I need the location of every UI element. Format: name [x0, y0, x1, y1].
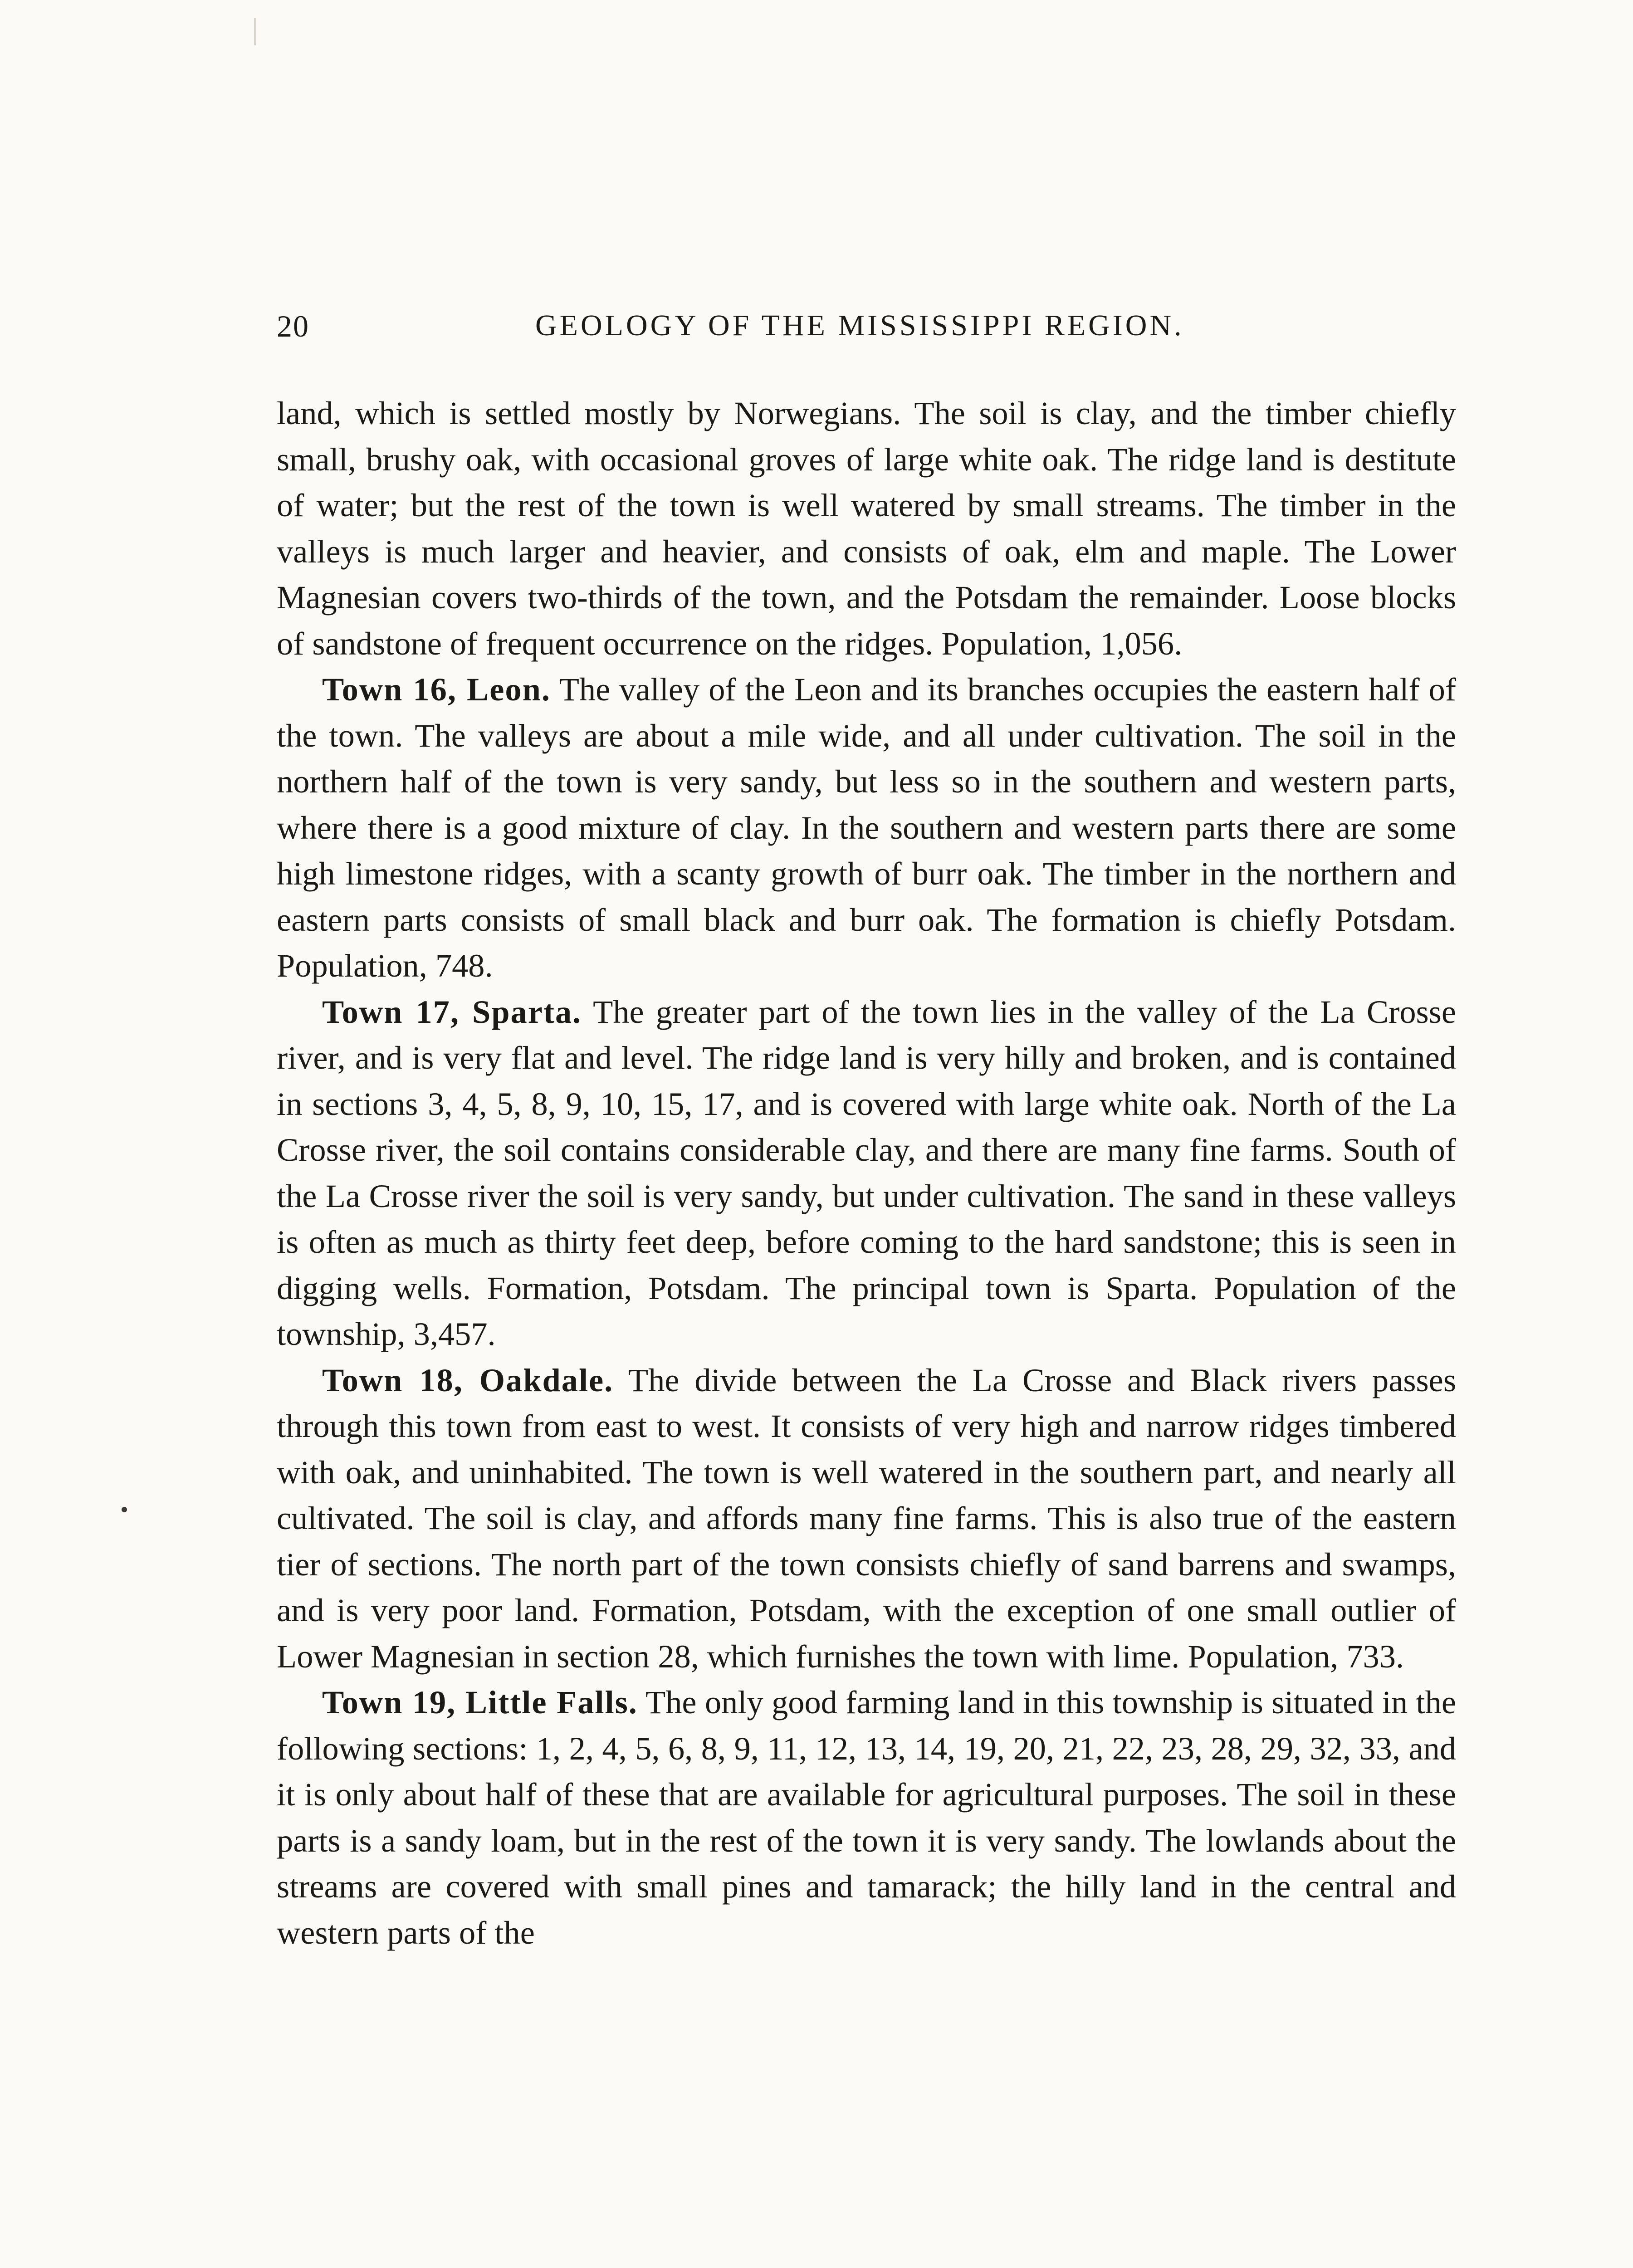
paragraph-text: The only good farming land in this township is situated in the following sections: 1, 2, 4, 5, 6, 8, 9, 11, 12, 13, 14, 19, 20, 21, 22, 23, 28, 29, 32, 33, and it is only about half of these that are available for agricultural purposes. The soil in these parts is a sandy loam, but in the rest of the town it is very sandy. The lowlands about the streams are covered with small pines and tamarack; the hilly land in the central and western parts of the [277, 1684, 1457, 1951]
paragraph-text: The divide between the La Crosse and Black rivers passes through this town from east to west. It consists of very high and narrow ridges timbered with oak, and uninhabited. The town is well watered in the southern part, and nearly all cultivated. The soil is clay, and affords many fine farms. This is also true of the eastern tier of sections. The north part of the town consists chiefly of sand barrens and swamps, and is very poor land. Formation, Potsdam, with the exception of one small outlier of Lower Magnesian in section 28, which furnishes the town with lime. Population, 733. [277, 1361, 1456, 1675]
paragraph-heading: Town 19, Little Falls. [322, 1684, 638, 1721]
paragraph-town-19 [277, 1679, 1456, 1955]
scan-artifact-line [254, 18, 256, 45]
body-text [277, 390, 1456, 1955]
scan-speck [122, 1507, 127, 1512]
running-title: GEOLOGY OF THE MISSISSIPPI REGION. [535, 309, 1184, 342]
page-header [277, 308, 1456, 363]
paragraph-heading: Town 17, Sparta. [322, 993, 582, 1030]
paragraph-text: land, which is settled mostly by Norwegians. The soil is clay, and the timber chiefly small, brushy oak, with occasional groves of large white oak. The ridge land is destitute of water; but the rest of the town is well watered by small streams. The timber in the valleys is much larger and heavier, and consists of oak, elm and maple. The Lower Magnesian covers two-thirds of the town, and the Potsdam the remainder. Loose blocks of sandstone of frequent occurrence on the ridges. Population, 1,056. [277, 395, 1456, 662]
paragraph-continuation [277, 390, 1456, 666]
paragraph-heading: Town 16, Leon. [322, 671, 551, 708]
paragraph-town-17 [277, 989, 1456, 1357]
paragraph-heading: Town 18, Oakdale. [322, 1361, 614, 1398]
paragraph-text: The valley of the Leon and its branches occupies the eastern half of the town. The valleys are about a mile wide, and all under cultivation. The soil in the northern half of the town is very sandy, but less so in the southern and western parts, where there is a good mixture of clay. In the southern and western parts there are some high limestone ridges, with a scanty growth of burr oak. The timber in the northern and eastern parts consists of small black and burr oak. The formation is chiefly Potsdam. Population, 748. [277, 671, 1456, 984]
paragraph-town-16 [277, 666, 1456, 989]
paragraph-text: The greater part of the town lies in the valley of the La Crosse river, and is very flat and level. The ridge land is very hilly and broken, and is contained in sections 3, 4, 5, 8, 9, 10, 15, 17, and is covered with large white oak. North of the La Crosse river, the soil contains considerable clay, and there are many fine farms. South of the La Crosse river the soil is very sandy, but under cultivation. The sand in these valleys is often as much as thirty feet deep, before coming to the hard sandstone; this is seen in digging wells. Formation, Potsdam. The principal town is Sparta. Population of the township, 3,457. [277, 993, 1456, 1352]
page-number: 20 [277, 309, 309, 343]
paragraph-town-18 [277, 1357, 1456, 1680]
